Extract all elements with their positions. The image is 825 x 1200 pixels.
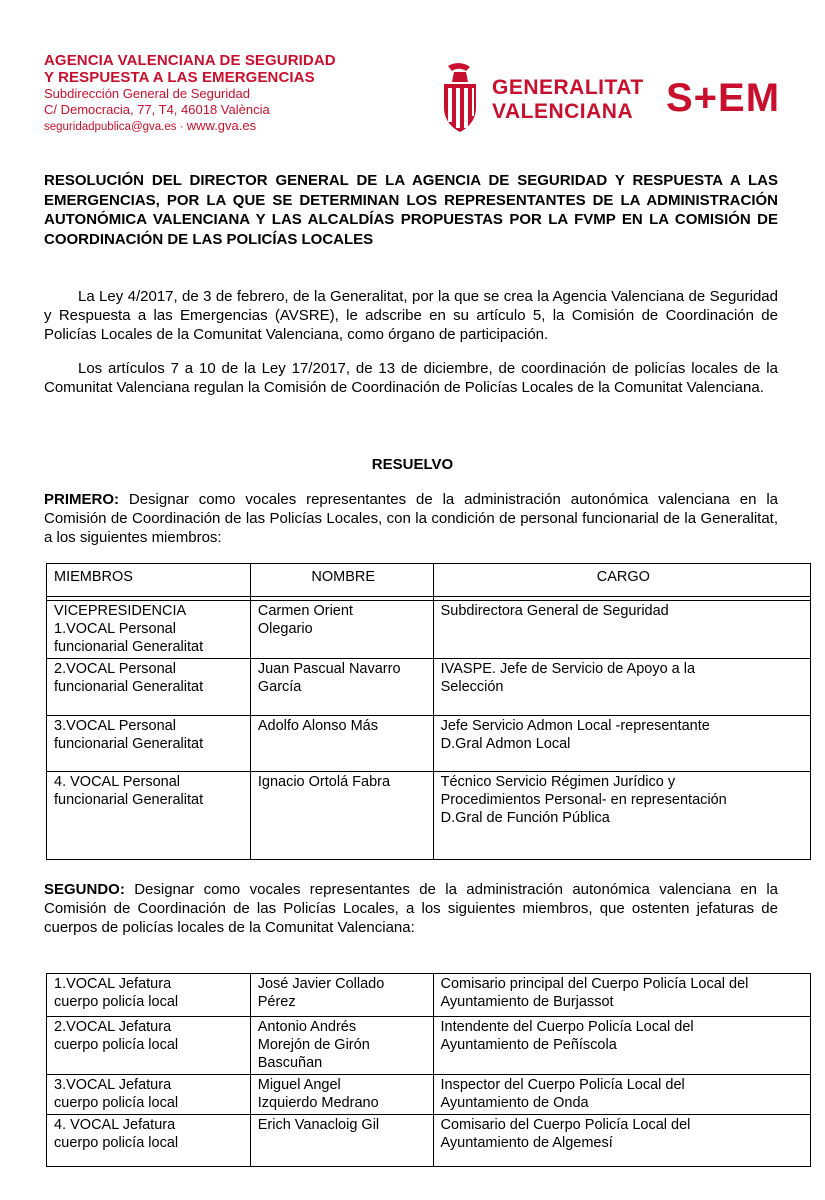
table-row <box>47 659 811 716</box>
agency-block <box>44 52 336 135</box>
paragraph-2: Los artículos 7 a 10 de la Ley 17/2017, de 13 de diciembre, de coordinación de policías locales de la Comunitat Valenciana regulan la Comisión de Coordinación de Policías Locales de la Comunitat Valenciana. <box>44 360 778 396</box>
cell-nombre: Antonio Andrés Morejón de Girón Bascuñan <box>250 1017 433 1075</box>
members-table-1 <box>46 563 811 860</box>
cell-miembro: 2.VOCAL Jefatura cuerpo policía local <box>47 1017 251 1075</box>
cell-miembro: 3.VOCAL Personal funcionarial Generalitat <box>47 716 251 772</box>
cell-nombre: Carmen Orient Olegario <box>250 601 433 659</box>
agency-name-line2: Y RESPUESTA A LAS EMERGENCIAS <box>44 69 315 86</box>
cell-cargo: Técnico Servicio Régimen Jurídico y Procedimientos Personal- en representación D.Gral de Función Pública <box>433 772 810 860</box>
cell-nombre: Miguel Angel Izquierdo Medrano <box>250 1075 433 1115</box>
cell-nombre: José Javier Collado Pérez <box>250 974 433 1017</box>
cell-miembro: 2.VOCAL Personal funcionarial Generalitat <box>47 659 251 716</box>
cell-cargo: Jefe Servicio Admon Local -representante D.Gral Admon Local <box>433 716 810 772</box>
cell-cargo: IVASPE. Jefe de Servicio de Apoyo a la Selección <box>433 659 810 716</box>
paragraph-1: La Ley 4/2017, de 3 de febrero, de la Generalitat, por la que se crea la Agencia Valenciana de Seguridad y Respuesta a las Emergencias (AVSRE), le adscribe en su artículo 5, la Comisión de Coordinación de Policías Locales de la Comunitat Valenciana, como órgano de participación. <box>44 288 778 343</box>
table-row <box>47 1115 811 1167</box>
cell-cargo: Inspector del Cuerpo Policía Local del Ayuntamiento de Onda <box>433 1075 810 1115</box>
cell-nombre: Adolfo Alonso Más <box>250 716 433 772</box>
separator: · <box>176 121 187 133</box>
letterhead <box>44 52 804 142</box>
cell-nombre: Ignacio Ortolá Fabra <box>250 772 433 860</box>
cell-cargo: Subdirectora General de Seguridad <box>433 601 810 659</box>
agency-name-line1: AGENCIA VALENCIANA DE SEGURIDAD <box>44 52 336 69</box>
header-nombre: NOMBRE <box>250 564 433 597</box>
header-cargo: CARGO <box>433 564 810 597</box>
generalitat-logo <box>434 62 644 132</box>
cell-cargo: Intendente del Cuerpo Policía Local del Ayuntamiento de Peñíscola <box>433 1017 810 1075</box>
members-table-2 <box>46 973 811 1167</box>
segundo-text: Designar como vocales representantes de la administración autonómica valenciana en la Comisión de Coordinación de las Policías Locales, a los siguientes miembros, que ostenten jefaturas de cuerpos de policías locales de la Comunitat Valenciana: <box>44 881 778 936</box>
cell-cargo: Comisario principal del Cuerpo Policía Local del Ayuntamiento de Burjassot <box>433 974 810 1017</box>
website-link[interactable]: www.gva.es <box>186 118 257 133</box>
table-row <box>47 716 811 772</box>
cell-miembro: 4. VOCAL Jefatura cuerpo policía local <box>47 1115 251 1167</box>
segundo-section <box>44 880 778 937</box>
primero-text: Designar como vocales representantes de la administración autonómica valenciana en la Comisión de Coordinación de las Policías Locales, con la condición de personal funcionarial de la Generalitat, a los siguientes miembros: <box>44 491 778 546</box>
cell-nombre: Erich Vanacloig Gil <box>250 1115 433 1167</box>
cell-miembro: 1.VOCAL Jefatura cuerpo policía local <box>47 974 251 1017</box>
table-row <box>47 601 811 659</box>
primero-label: PRIMERO: <box>44 491 119 508</box>
sem-logo: S+EM <box>666 76 781 120</box>
resuelvo-heading: RESUELVO <box>371 456 454 473</box>
table-row <box>47 1017 811 1075</box>
cell-nombre: Juan Pascual Navarro García <box>250 659 433 716</box>
table-row <box>47 974 811 1017</box>
segundo-label: SEGUNDO: <box>44 881 125 898</box>
address: C/ Democracia, 77, T4, 46018 València <box>44 102 270 117</box>
table-header-row <box>47 564 811 597</box>
coat-of-arms-icon <box>434 62 486 134</box>
cell-miembro: 4. VOCAL Personal funcionarial Generalitat <box>47 772 251 860</box>
contact-line <box>44 118 336 135</box>
document-title: RESOLUCIÓN DEL DIRECTOR GENERAL DE LA AGENCIA DE SEGURIDAD Y RESPUESTA A LAS EMERGENCIAS, POR LA QUE SE DETERMINAN LOS REPRESENTANTES DE LA ADMINISTRACIÓN AUTONÓMICA VALENCIANA Y LAS ALCALDÍAS PROPUESTAS POR LA FVMP EN LA COMISIÓN DE COORDINACIÓN DE LAS POLICÍAS LOCALES <box>44 172 778 248</box>
header-miembros: MIEMBROS <box>47 564 251 597</box>
cell-miembro: 3.VOCAL Jefatura cuerpo policía local <box>47 1075 251 1115</box>
email-link[interactable]: seguridadpublica@gva.es <box>44 121 177 133</box>
generalitat-wordmark: GENERALITAT VALENCIANA <box>492 76 644 123</box>
table-row <box>47 772 811 860</box>
cell-cargo: Comisario del Cuerpo Policía Local del Ayuntamiento de Algemesí <box>433 1115 810 1167</box>
primero-section <box>44 490 778 547</box>
table-row <box>47 1075 811 1115</box>
subdirection: Subdirección General de Seguridad <box>44 86 250 101</box>
cell-miembro: VICEPRESIDENCIA 1.VOCAL Personal funcionarial Generalitat <box>47 601 251 659</box>
